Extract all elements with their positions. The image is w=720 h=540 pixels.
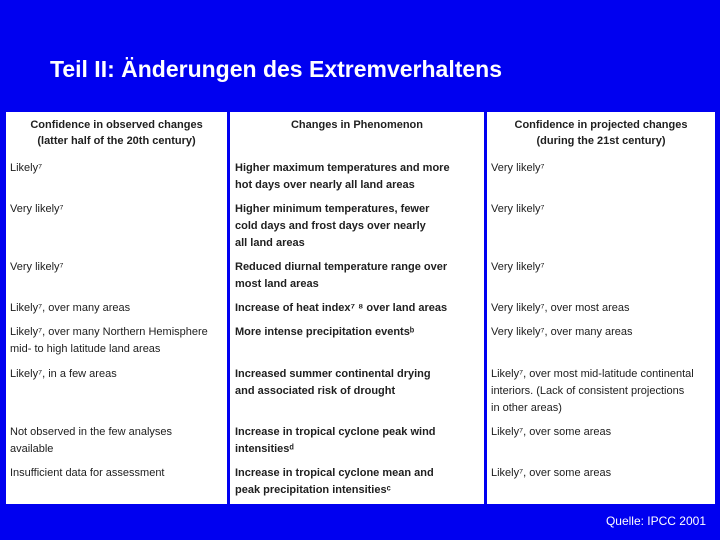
- table-cell: Likely⁷, over most mid-latitude continental interiors. (Lack of consistent projections in other areas): [491, 368, 694, 414]
- header-observed: Confidence in observed changes (latter half of the 20th century): [30, 119, 203, 147]
- table-cell: Likely⁷, in a few areas: [10, 368, 117, 380]
- table-cell: Likely⁷, over some areas: [491, 426, 612, 438]
- table-cell: Very likely⁷: [491, 162, 545, 174]
- table-cell: Increased summer continental drying and associated risk of drought: [235, 368, 431, 397]
- table-cell: Very likely⁷: [491, 261, 545, 273]
- table-cell: Reduced diurnal temperature range over most land areas: [235, 261, 448, 290]
- column-phenomenon: [230, 112, 484, 504]
- header-projected: Confidence in projected changes (during the 21st century): [514, 119, 688, 147]
- table-cell: Increase in tropical cyclone peak wind intensitiesᵈ: [235, 426, 436, 455]
- header-phenomenon: Changes in Phenomenon: [290, 119, 423, 131]
- column-observed: [6, 112, 227, 504]
- table-cell: Likely⁷: [10, 162, 43, 174]
- table-cell: Very likely⁷, over many areas: [491, 326, 633, 338]
- table-cell: Likely⁷, over many Northern Hemisphere mid- to high latitude land areas: [10, 326, 208, 355]
- table-cell: Higher minimum temperatures, fewer cold days and frost days over nearly all land areas: [235, 203, 430, 249]
- table-cell: Likely⁷, over many areas: [10, 302, 131, 314]
- table-cell: Likely⁷, over some areas: [491, 467, 612, 479]
- table-cell: Higher maximum temperatures and more hot days over nearly all land areas: [235, 162, 450, 191]
- table-cell: Increase in tropical cyclone mean and peak precipitation intensitiesᶜ: [235, 467, 434, 496]
- table-cell: Very likely⁷: [10, 261, 64, 273]
- ipcc-table: [6, 112, 715, 504]
- column-projected: [487, 112, 715, 504]
- table-cell: More intense precipitation eventsᵇ: [235, 326, 415, 338]
- table-cell: Insufficient data for assessment: [10, 467, 165, 479]
- source-credit: Quelle: IPCC 2001: [605, 514, 706, 528]
- table-cell: Very likely⁷, over most areas: [491, 302, 630, 314]
- table-cell: Not observed in the few analyses available: [10, 426, 173, 455]
- table-cell: Increase of heat index⁷ ⁸ over land areas: [235, 302, 448, 314]
- table-cell: Very likely⁷: [10, 203, 64, 215]
- table-cell: Very likely⁷: [491, 203, 545, 215]
- slide-title: Teil II: Änderungen des Extremverhaltens: [50, 56, 503, 82]
